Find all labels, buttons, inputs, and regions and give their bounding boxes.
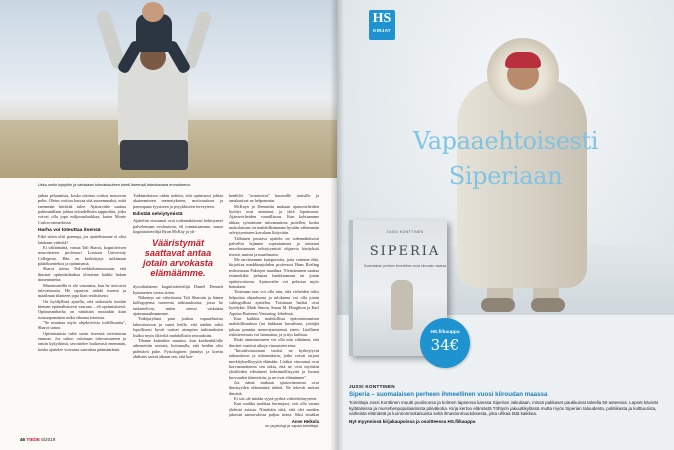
paragraph: Sharot toteaa Ted-verkkoluennossaan, että ihmiset optimistiharhaa oliisieme kaikki hukan masentuneita. (38, 266, 126, 283)
paragraph: Tutkimuksissa onkin todettu, että optimismi johtaa akateemiseen menestykseen, motivaatioon ja parempaan fyysiseen ja psyykkiseen terveyteen. (133, 193, 223, 209)
paragraph: Toisinaan taas voi olla niin, että virheiden tulisi helpottaa ohjauksena ja tuloksena voi olla jotain vahingollista ajattelua. Toisinaan harhat ovat hyödyksi: Mark Simon, Susan M. Houghton ja Karl Aquino Business Venturing -lehdessä. (229, 289, 319, 316)
page-number: 46 (20, 437, 26, 442)
book-author: JUSSI KONTTINEN (349, 384, 395, 389)
photo-caption: Usko omiin kykyihin ja valoisaan tulevaisuuteen toimii itseensä toteuttavana ennusteena. (38, 182, 191, 187)
paragraph: Ei välttämättä, vastaa Tali Sharot, kognitiivisen neurotieteen professori Lontoon University Collegesta. Hän on keskittynyt tutkimaan päätöksentekoa ja optimismia. (38, 245, 126, 267)
page-folio (20, 437, 55, 442)
issue-number: 6/2019 (41, 437, 56, 442)
pull-quote: Vääristymät saattavat antaa jotain arvokasta elämäämme. (143, 238, 213, 279)
book-description: Toimittaja Jussi Konttinen muutti puolisonsa ja kolmen lapsensa kanssa Siperian Jakutiaan, missä pakkaset paukkuivat talvella 50 asteessa. Lapset kävivät kylätaloissa ja murrehenpopulaarisista päiväkotia. Kirja kertoo elämästä Töhtyrin jakuuttikylässä mutta myös Siperian taloudesta, politiikasta ja kulttuurista, vaiheista elämästä ja luonnonmukaisuista sekä ilmastonmuutoksesta, joka uhkaa tätä kaikkea. (349, 400, 658, 417)
paragraph: Kun ruuhka ruuhkaa hermojasi, voit olla varma yhdestä asiasta. Nimittäin siitä, että olet maiden jakavan aamuvalossa paljon tietoa. Siksi siinäkin (229, 401, 319, 417)
paragraph: On hyödyllistä ajatella, että tarkastelu itseään hieman epärealistisesti vaarana – eli optimistisesti. Optimismiharha on nimittäin muutakin kuin ruusunpunainen mikä oikeana toteutuu. (38, 298, 126, 320)
paragraph: Ajattelun vinoumat ovat todennäköisesti kehittyneet palvelemaan evoluutiota, eli toimintaamme, sanoo kognitiotieteilijä Ryan McKay ja yh- (133, 218, 223, 235)
paragraph: Näkemys sai vahvistusta Tali Sharotin ja hänen kollegojensa tuoreesta tutkimuksesta, jossa he tarkastelivat, miten stressi vaikuttaa ajatusmaailmaamme. (133, 295, 223, 317)
paragraph: Tällainen joustava ajattelu on todennäköisesti palvellut lajimme sopeutumista ja auttanut muodostamaan selviytymistä ohjaavia käsityksiä itsestä, muista ja maailmasta. (229, 235, 319, 257)
ad-title-line-2: Siperiaan (448, 162, 563, 190)
author-signature (229, 419, 319, 428)
purchase-cta[interactable]: Nyt myynnissä kirjakaupoissa ja osoitteessa HS.fi/kauppa (349, 418, 476, 424)
hs-kirjat-logo: HS KIRJAT (369, 10, 395, 40)
magazine-name: TIEDE (26, 437, 40, 442)
paragraph: McKayn ja Dennettin mukaan ajatusvirheiden hyödyt ovat aiemmat, ja yhtä loputtomat. Ajatusvirheiden vaarallisuus. Kun kohtaamme uhkaa, työstämme informaatiota jaotellen, koska mukulaisuus on mahdollisimman hyvään vähemmän selviytymiseen kuvalaan liittyvään. (229, 203, 319, 236)
price-value: 34€ (430, 336, 460, 354)
paragraph: dysvaltalainen kognitiotieteilijä Daniel Dennett kymmenen vuotta sitten. (133, 284, 223, 295)
book-headline: Siperia – suomalaisen perheen ihmeellinen vuosi kiiroudan maassa (349, 391, 548, 398)
paragraph: Ei siis ole mitään syytä pyrkiä virheettömyyteen. (234, 396, 318, 402)
paragraph: Optimismista tulee usein itseensä toteuttavan ennuste. Jos uskoo valoisaan tulevaisuuteen ja omiin kykyihinsä, tavoittelee luultavasti enemmän, koska ajattelee voivansa saavuttaa päämääränsä. (38, 330, 126, 352)
author-name: Anne Heikola (291, 419, 319, 424)
paragraph: Tutkijaryhmä pani joukon vapaaehtoisia laboratorioon ja sanoi heille, että näiden tulisi lopullisesti hyvät uutiset aiempien tutkimuksien lisäksi myös ilkiviltä mahdollisiin seurauksiin. (133, 316, 223, 338)
article-column-2 (133, 193, 223, 359)
right-page-ad (337, 0, 674, 450)
book-cover: JUSSI KONTTINEN SIPERIA Suomalaisen perheen ihmeellinen vuosi kiiroudan maassa (349, 220, 447, 356)
article-column-3 (229, 193, 319, 417)
paragraph: Me tarvitsemme kategorioita, jotta voimme elää, kirjoittaa markkinajohdon professori Hans Rosling teoksessaan Faktojen maailma. Yleistäminen saattaa esimerkiksi pelastaa hankkiumaan tai jotain epätoivottavaa. Ajatusvirhe voi pelastaa myös bonuksen. (229, 257, 319, 289)
paragraph: Masentuneilla ei ole vinoumia, kun he arvioivat tulevaisuutta. He tapaavat nähdä itsensä ja maailman tilanteen jopa liian realistisesti. (38, 282, 126, 299)
ad-text-block (349, 384, 661, 424)
subheading: Harha voi toteuttaa itsensä (38, 228, 101, 234)
paragraph: Tilanne kuitenkin muuttui, kun koehenkilöille aiheutettiin stressiä, hoitamalla, että heidän olisi pidettävä puhe. Fysiologinen jännitys ja koettu ahdistus saivat aikaan sen, että koe- (133, 337, 223, 359)
paragraph: Jos nämä mukaan ajatusvinoumat ovat ihmisyyden elämmästä tärkeä. Ne tekevät meistä ihmisiä. (229, 380, 319, 396)
paragraph: Kun kaikkia mahdollisia epäonnistumisen mahdollisuuksia (tai liukkaan kuvailusta, yrittäjiä jaksaa punnita menestymistensä eteen. Liiallinen riskitietoisuus voi lamauttaa, ja yritys kuihtuu. (229, 315, 319, 337)
paragraph: Eikö sitten olisi parempi, jos ajattelisimme ei olisi lainkaan virheitä? (38, 234, 126, 245)
paragraph: jatkaa pelaamista, koska odottaa voittoa nousevan pelin. Oletus voittoa kasvaa sitä suuremmaksi, mitä enemmän hävittää tulee. Ajatusvirhe saattaa pahimmillaan johtaa taloudellisiin tappioihin, jotka voivat olla jopa miljoonaluokkaa, kuten Monte Carlon esimerkissä. (38, 193, 126, 225)
paragraph: "Intuitiivisuuttaan vuoksi ne kytkeytyvät taikauskoon ja uskomuksiin, jotka voivat tarjota merkityksellisyyttä elämään. Lisäksi vinoumat ovat korvaamattomia sen takia, että ne ovat myöskin yksilöiden edistäneet keksinnöllisyyttä ja luonut luovuuden tilanteisiin, ja ne ovat elämämme". (229, 347, 319, 380)
subheading: Edistää selviytymistä (133, 212, 183, 218)
ad-title-line-1: Vapaaehtoisesti (412, 127, 598, 155)
paragraph: Riski onnistumiseen voi olla niin vähäinen, että ihmiset vaativat aikoja vinoumien etua: (229, 337, 319, 348)
paragraph: "Se muuttaa myös objektiivista todellisuutta", Sharot sanoo. (38, 319, 126, 331)
price-badge[interactable] (420, 318, 470, 368)
author-role: on psykologi ja vapaa toimittaja. (265, 424, 319, 428)
article-column-1 (38, 193, 126, 352)
price-label: HS.fi/kauppa (430, 330, 460, 335)
father-child-photo (0, 0, 337, 178)
paragraph: henkilöt "avautuivat" huonoille uutisille ja omaksuivat ne helpommin. (229, 193, 319, 204)
